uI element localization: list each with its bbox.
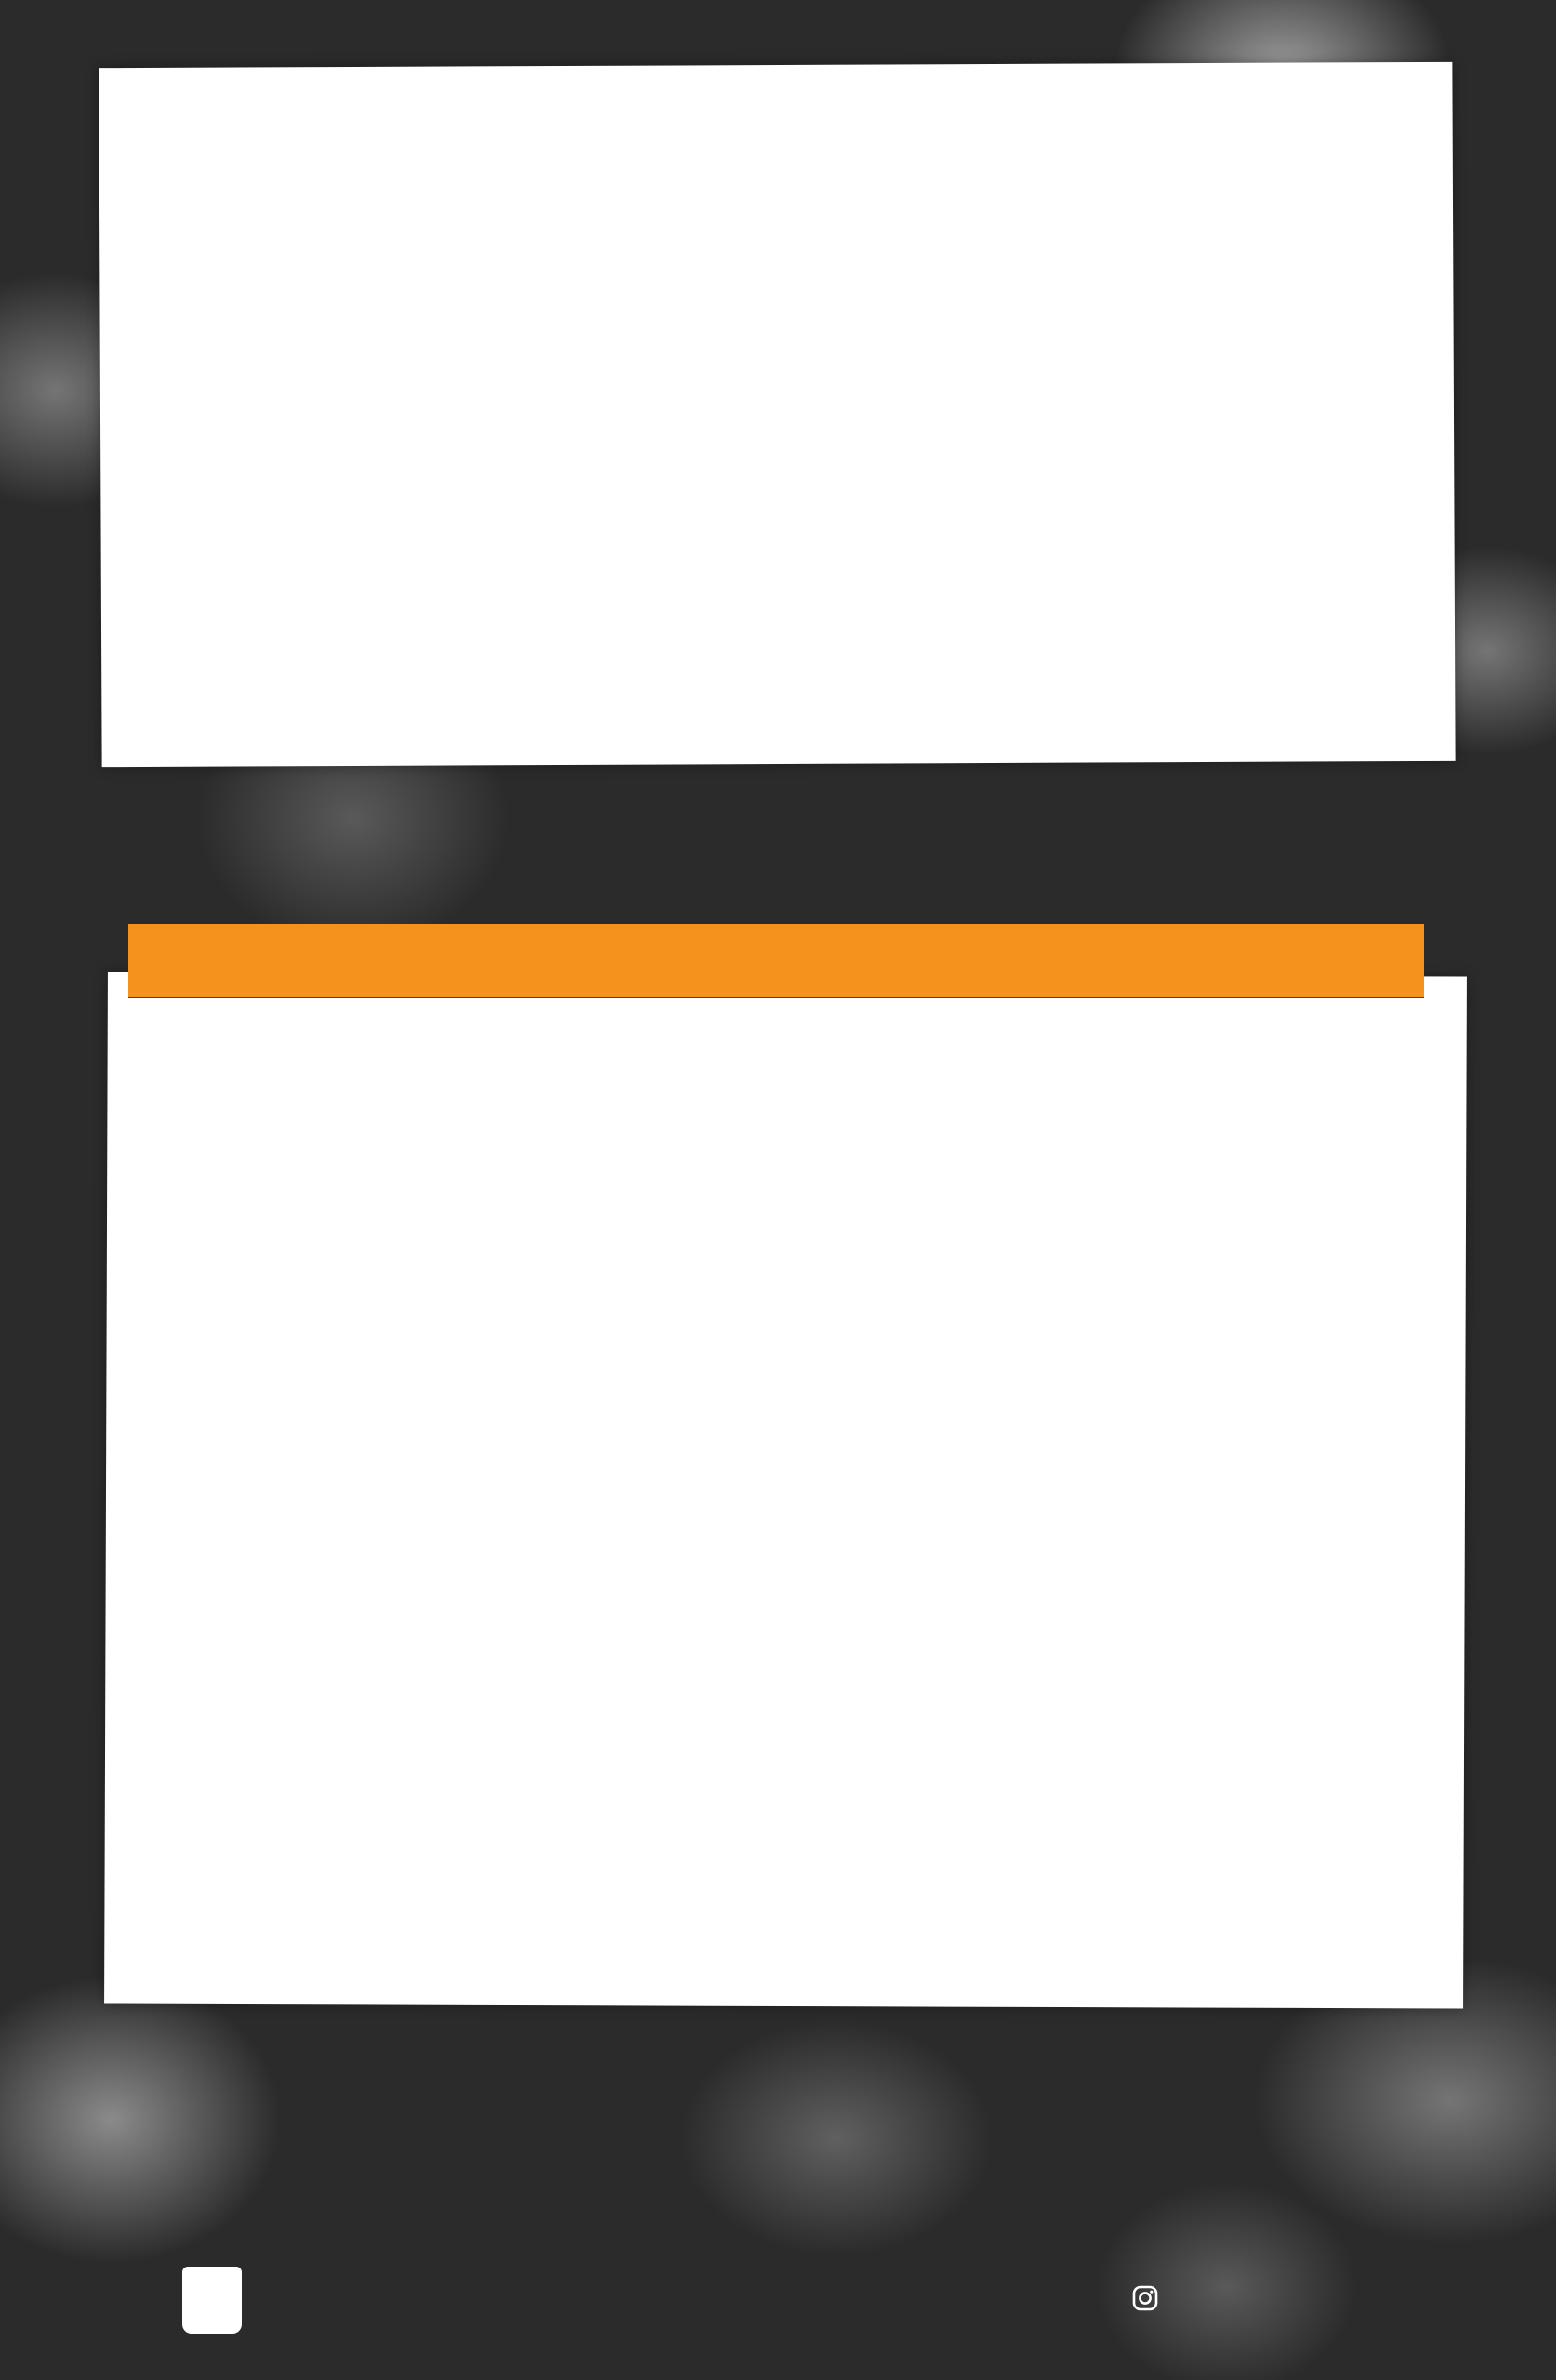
paper-sheet-top [99, 62, 1455, 767]
festival-danca-logo [297, 2268, 512, 2343]
section-gap [128, 998, 1424, 1025]
date-banner [128, 924, 1424, 998]
paper-sheet-bottom [104, 972, 1467, 2008]
instagram-icon [1132, 2285, 1158, 2315]
premio-desterro-logo [182, 2267, 242, 2334]
schedule-may-04 [128, 924, 1424, 1052]
footer [0, 2259, 1556, 2343]
section-gap [128, 1025, 1424, 1052]
instagram-link[interactable] [1132, 2285, 1167, 2315]
